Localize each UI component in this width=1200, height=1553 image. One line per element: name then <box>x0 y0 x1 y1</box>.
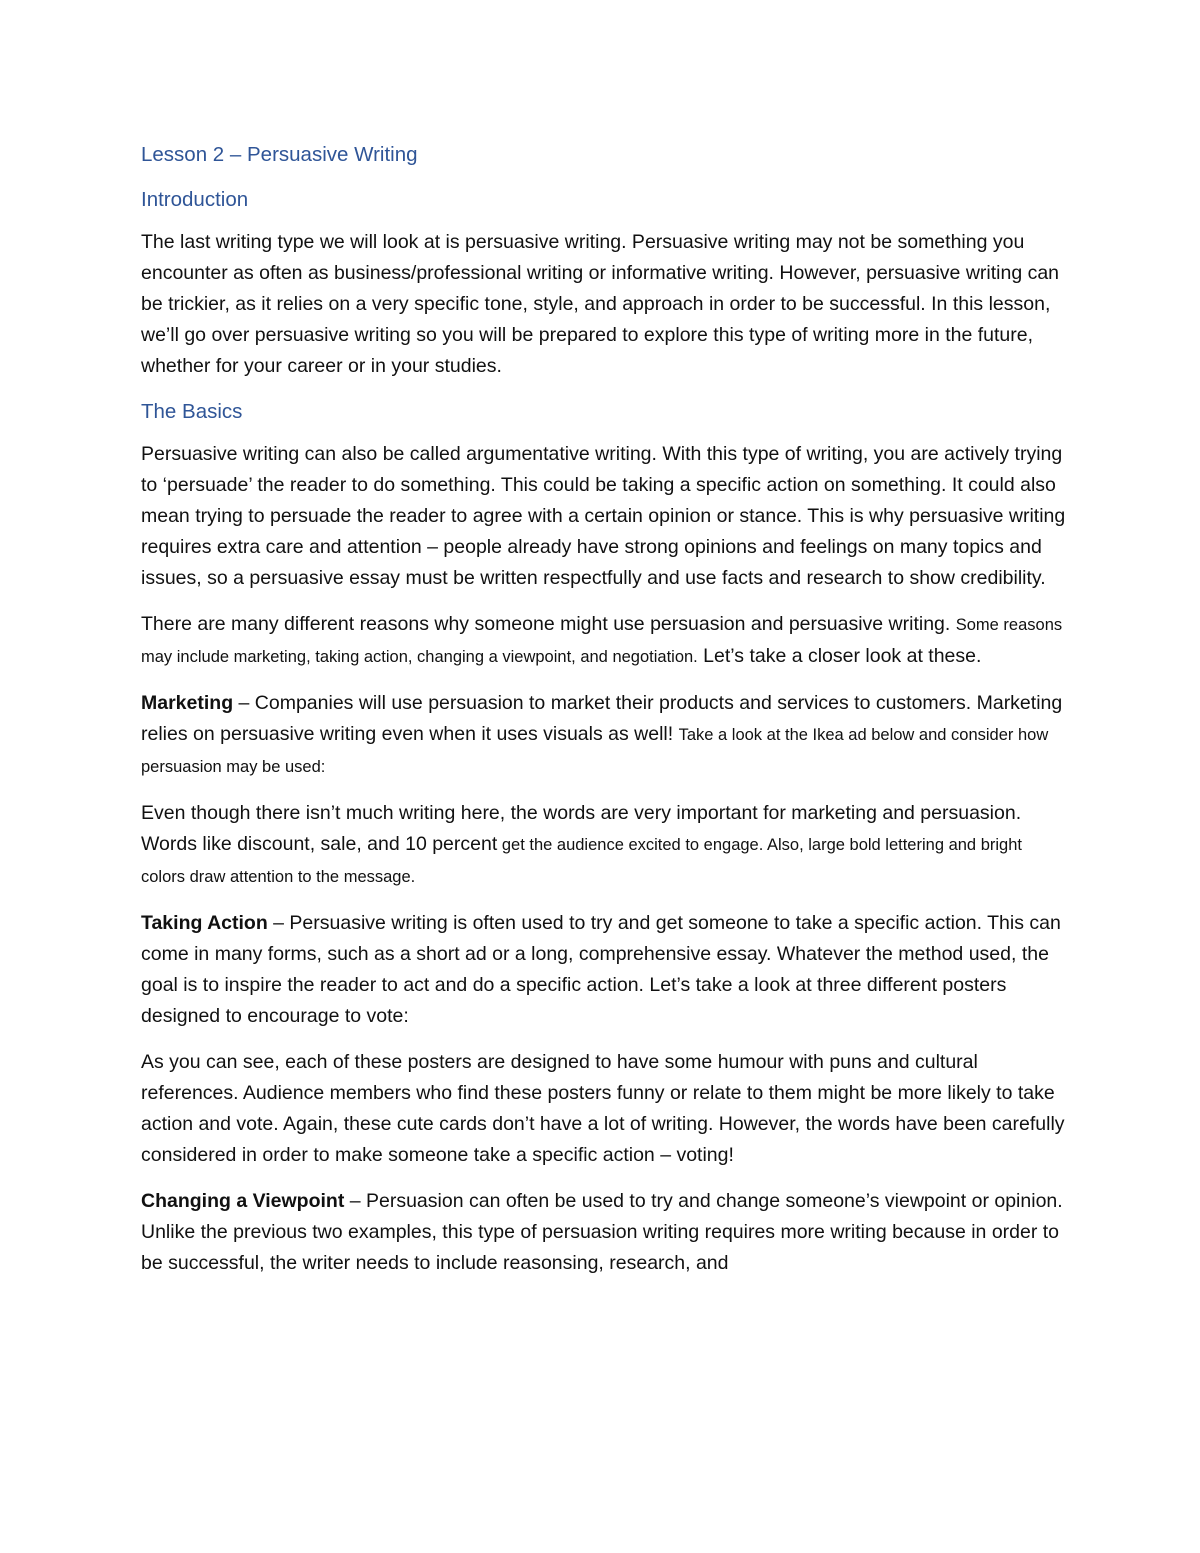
marketing-followup-a: Even though there isn’t much writing here, the words are very important for marketing and persuasion. Words like discount, sale, and 10 percent <box>141 802 1022 855</box>
marketing-followup-b: get the audience excited to engage. Also, large bold lettering and bright colors draw attention to the message. <box>141 836 1022 886</box>
reasons-text-b: Some reasons may include marketing, taking action, changing a viewpoint, and negotiation. <box>141 616 1063 666</box>
document-body <box>141 138 1066 1294</box>
reasons-text-c: Let’s take a closer look at these. <box>697 645 982 667</box>
basics-heading: The Basics <box>141 400 243 423</box>
marketing-paragraph <box>141 688 1066 783</box>
taking-action-text: – Persuasive writing is often used to try and get someone to take a specific action. This can come in many forms, such as a short ad or a long, comprehensive essay. Whatever the method used, the goal is to inspire the reader to act and do a specific action. Let’s take a look at three different posters designed to encourage to vote: <box>141 912 1061 1027</box>
marketing-followup-paragraph <box>141 798 1066 893</box>
changing-viewpoint-text: – Persuasion can often be used to try and change someone’s viewpoint or opinion. Unlike the previous two examples, this type of persuasion writing requires more writing because in order to be successful, the writer needs to include reasonsing, research, and <box>141 1190 1063 1274</box>
taking-action-paragraph <box>141 908 1066 1032</box>
lesson-title: Lesson 2 – Persuasive Writing <box>141 143 418 166</box>
taking-action-followup-paragraph: As you can see, each of these posters are designed to have some humour with puns and cultural references. Audience members who find these posters funny or relate to them might be more likely to take action and vote. Again, these cute cards don’t have a lot of writing. However, the words have been carefully considered in order to make someone take a specific action – voting! <box>141 1051 1065 1166</box>
changing-viewpoint-paragraph <box>141 1186 1066 1279</box>
reasons-paragraph <box>141 609 1066 673</box>
marketing-term: Marketing <box>141 692 234 714</box>
basics-paragraph: Persuasive writing can also be called argumentative writing. With this type of writing, you are actively trying to ‘persuade’ the reader to do something. This could be taking a specific action on something. It could also mean trying to persuade the reader to agree with a certain opinion or stance. This is why persuasive writing requires extra care and attention – people already have strong opinions and feelings on many topics and issues, so a persuasive essay must be written respectfully and use facts and research to show credibility. <box>141 443 1066 589</box>
marketing-text-b: Take a look at the Ikea ad below and consider how persuasion may be used: <box>141 726 1049 776</box>
changing-viewpoint-term: Changing a Viewpoint <box>141 1190 345 1212</box>
introduction-paragraph: The last writing type we will look at is persuasive writing. Persuasive writing may not be something you encounter as often as business/professional writing or informative writing. However, persuasive writing can be trickier, as it relies on a very specific tone, style, and approach in order to be successful. In this lesson, we’ll go over persuasive writing so you will be prepared to explore this type of writing more in the future, whether for your career or in your studies. <box>141 231 1060 377</box>
marketing-text-a: – Companies will use persuasion to market their products and services to customers. Marketing relies on persuasive writing even when it uses visuals as well! <box>141 692 1063 745</box>
introduction-heading: Introduction <box>141 188 249 211</box>
taking-action-term: Taking Action <box>141 912 268 934</box>
reasons-text-a: There are many different reasons why someone might use persuasion and persuasive writing. <box>141 613 951 635</box>
